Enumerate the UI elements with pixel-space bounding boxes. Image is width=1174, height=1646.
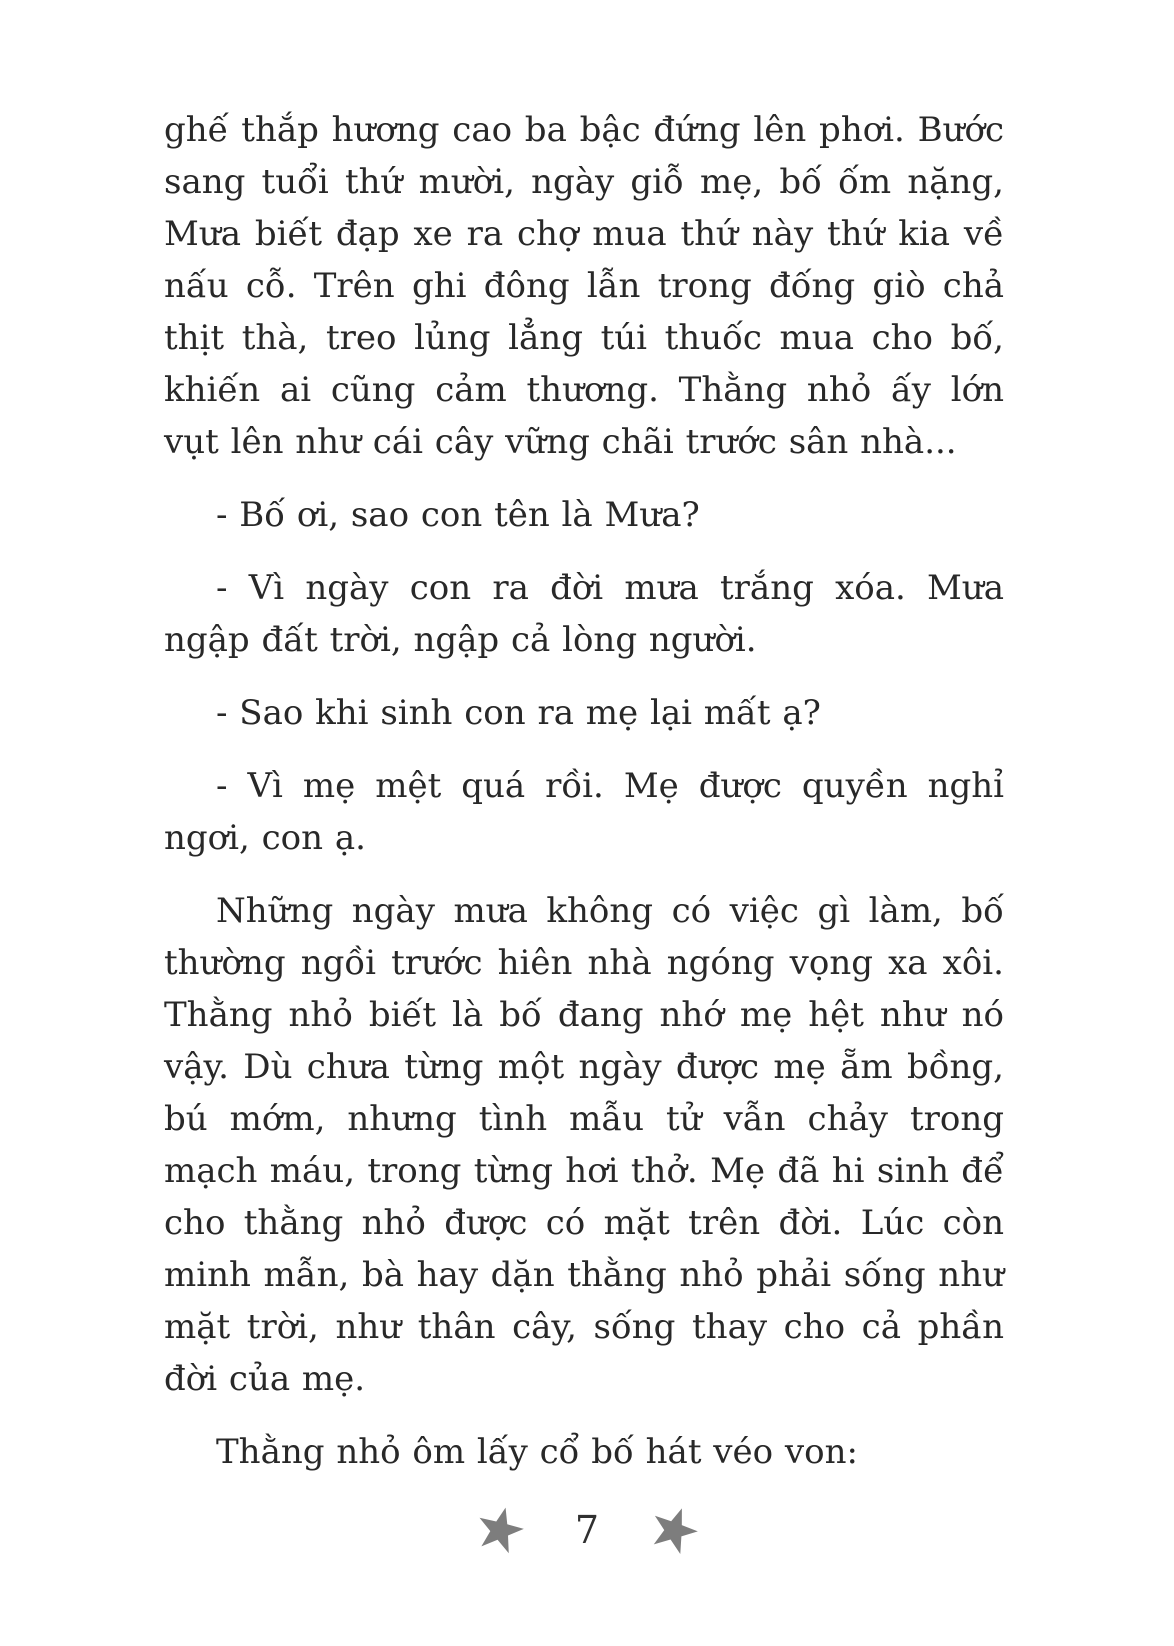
page-text-block <box>164 104 1004 1499</box>
page-number: 7 <box>574 1508 600 1552</box>
star-icon <box>643 1499 705 1561</box>
dialogue-line: - Bố ơi, sao con tên là Mưa? <box>216 495 700 535</box>
body-paragraph: Những ngày mưa không có việc gì làm, bố thường ngồi trước hiên nhà ngóng vọng xa xôi. Thằng nhỏ biết là bố đang nhớ mẹ hệt như nó vậy. Dù chưa từng một ngày được mẹ ẵm bồng, bú mớm, nhưng tình mẫu tử vẫn chảy trong mạch máu, trong từng hơi thở. Mẹ đã hi sinh để cho thằng nhỏ được có mặt trên đời. Lúc còn minh mẫn, bà hay dặn thằng nhỏ phải sống như mặt trời, như thân cây, sống thay cho cả phần đời của mẹ. <box>164 891 1004 1399</box>
body-paragraph: Thằng nhỏ ôm lấy cổ bố hát véo von: <box>216 1432 858 1472</box>
dialogue-line: - Vì ngày con ra đời mưa trắng xóa. Mưa ngập đất trời, ngập cả lòng người. <box>164 568 1004 660</box>
page-footer <box>0 1506 1174 1554</box>
body-paragraph: ghế thắp hương cao ba bậc đứng lên phơi. Bước sang tuổi thứ mười, ngày giỗ mẹ, bố ốm nặng, Mưa biết đạp xe ra chợ mua thứ này thứ kia về nấu cỗ. Trên ghi đông lẫn trong đống giò chả thịt thà, treo lủng lẳng túi thuốc mua cho bố, khiến ai cũng cảm thương. Thằng nhỏ ấy lớn vụt lên như cái cây vững chãi trước sân nhà... <box>164 110 1004 462</box>
star-icon <box>471 1501 529 1559</box>
dialogue-line: - Sao khi sinh con ra mẹ lại mất ạ? <box>216 693 821 733</box>
dialogue-line: - Vì mẹ mệt quá rồi. Mẹ được quyền nghỉ ngơi, con ạ. <box>164 766 1004 858</box>
